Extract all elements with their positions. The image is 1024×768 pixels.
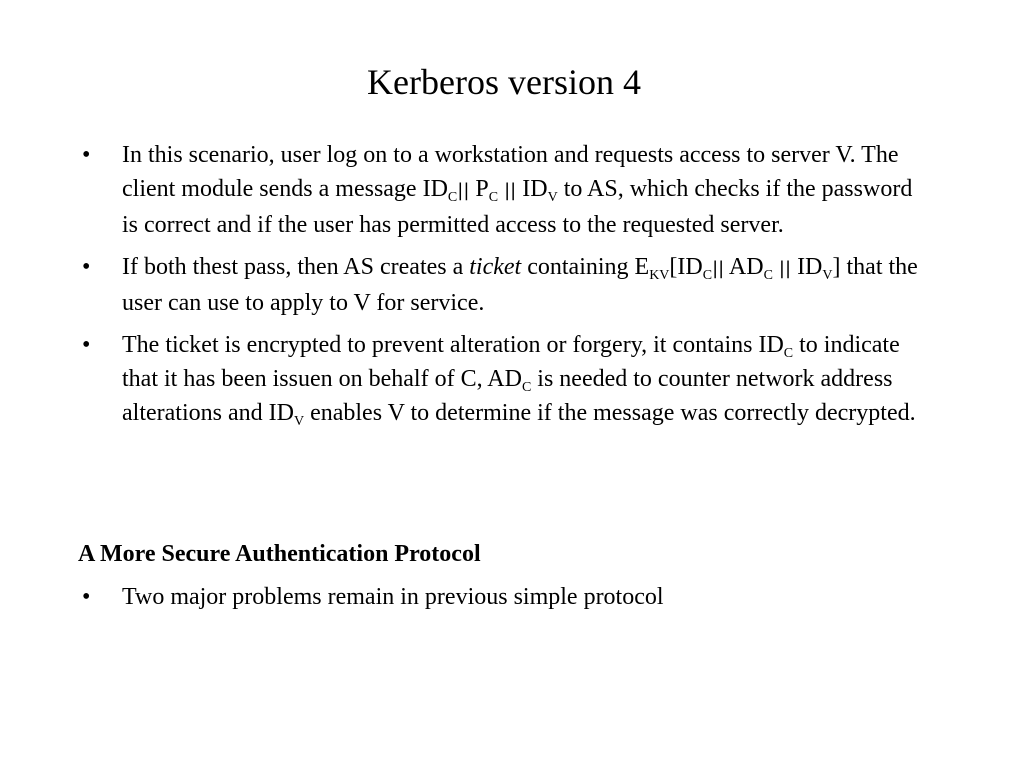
subscript: C — [783, 346, 794, 361]
bullet-text: to indicate that it has been issuen on behalf of C, AD — [122, 332, 900, 392]
bullet-text: ] that the user can use to apply to V for service. — [122, 254, 918, 316]
section-bullet-list — [78, 580, 928, 622]
bullet-text: containing E — [521, 254, 650, 280]
bullet-item-4 — [78, 580, 928, 614]
bullet-item-3 — [78, 328, 928, 430]
subscript: C — [521, 380, 532, 395]
bullet-text: AD — [724, 254, 764, 280]
subscript: V — [822, 268, 833, 283]
bullet-text: ID — [516, 176, 548, 202]
bullet-item-2 — [78, 250, 928, 320]
bullet-text: to AS, which checks if the password is correct and if the user has permitted access to the requested server. — [122, 176, 913, 238]
concat-operator: || — [504, 180, 517, 201]
subscript: C — [488, 190, 499, 205]
concat-operator: || — [778, 258, 792, 279]
bullet-text: If both thest pass, then AS creates a — [122, 254, 470, 280]
subscript: KV — [649, 268, 670, 283]
section-heading: A More Secure Authentication Protocol — [78, 541, 481, 567]
subscript: V — [293, 414, 305, 429]
bullet-text: [ID — [669, 254, 703, 280]
bullet-text: The ticket is encrypted to prevent alteration or forgery, it contains ID — [122, 332, 784, 358]
bullet-text: P — [469, 176, 489, 202]
bullet-text: enables V to determine if the message was correctly decrypted. — [304, 400, 916, 426]
bullet-text: Two major problems remain in previous simple protocol — [122, 584, 664, 610]
slide-title: Kerberos version 4 — [367, 62, 641, 102]
bullet-text: In this scenario, user log on to a workstation and requests access to server V. The client module sends a message ID — [122, 142, 899, 202]
bullet-icon: • — [82, 142, 91, 168]
subscript: C — [763, 268, 773, 283]
bullet-text: ID — [791, 254, 823, 280]
bullet-icon: • — [82, 254, 91, 280]
bullet-icon: • — [82, 584, 91, 610]
bullet-icon: • — [82, 332, 91, 358]
bullet-item-1 — [78, 138, 928, 242]
subscript: V — [547, 190, 558, 205]
subscript: C — [447, 190, 458, 205]
subscript: C — [702, 268, 713, 283]
bullet-list — [78, 138, 928, 438]
concat-operator: || — [457, 180, 470, 201]
emphasis-text: ticket — [469, 254, 522, 280]
bullet-text: is needed to counter network address alterations and ID — [122, 366, 893, 426]
concat-operator: || — [712, 258, 725, 279]
